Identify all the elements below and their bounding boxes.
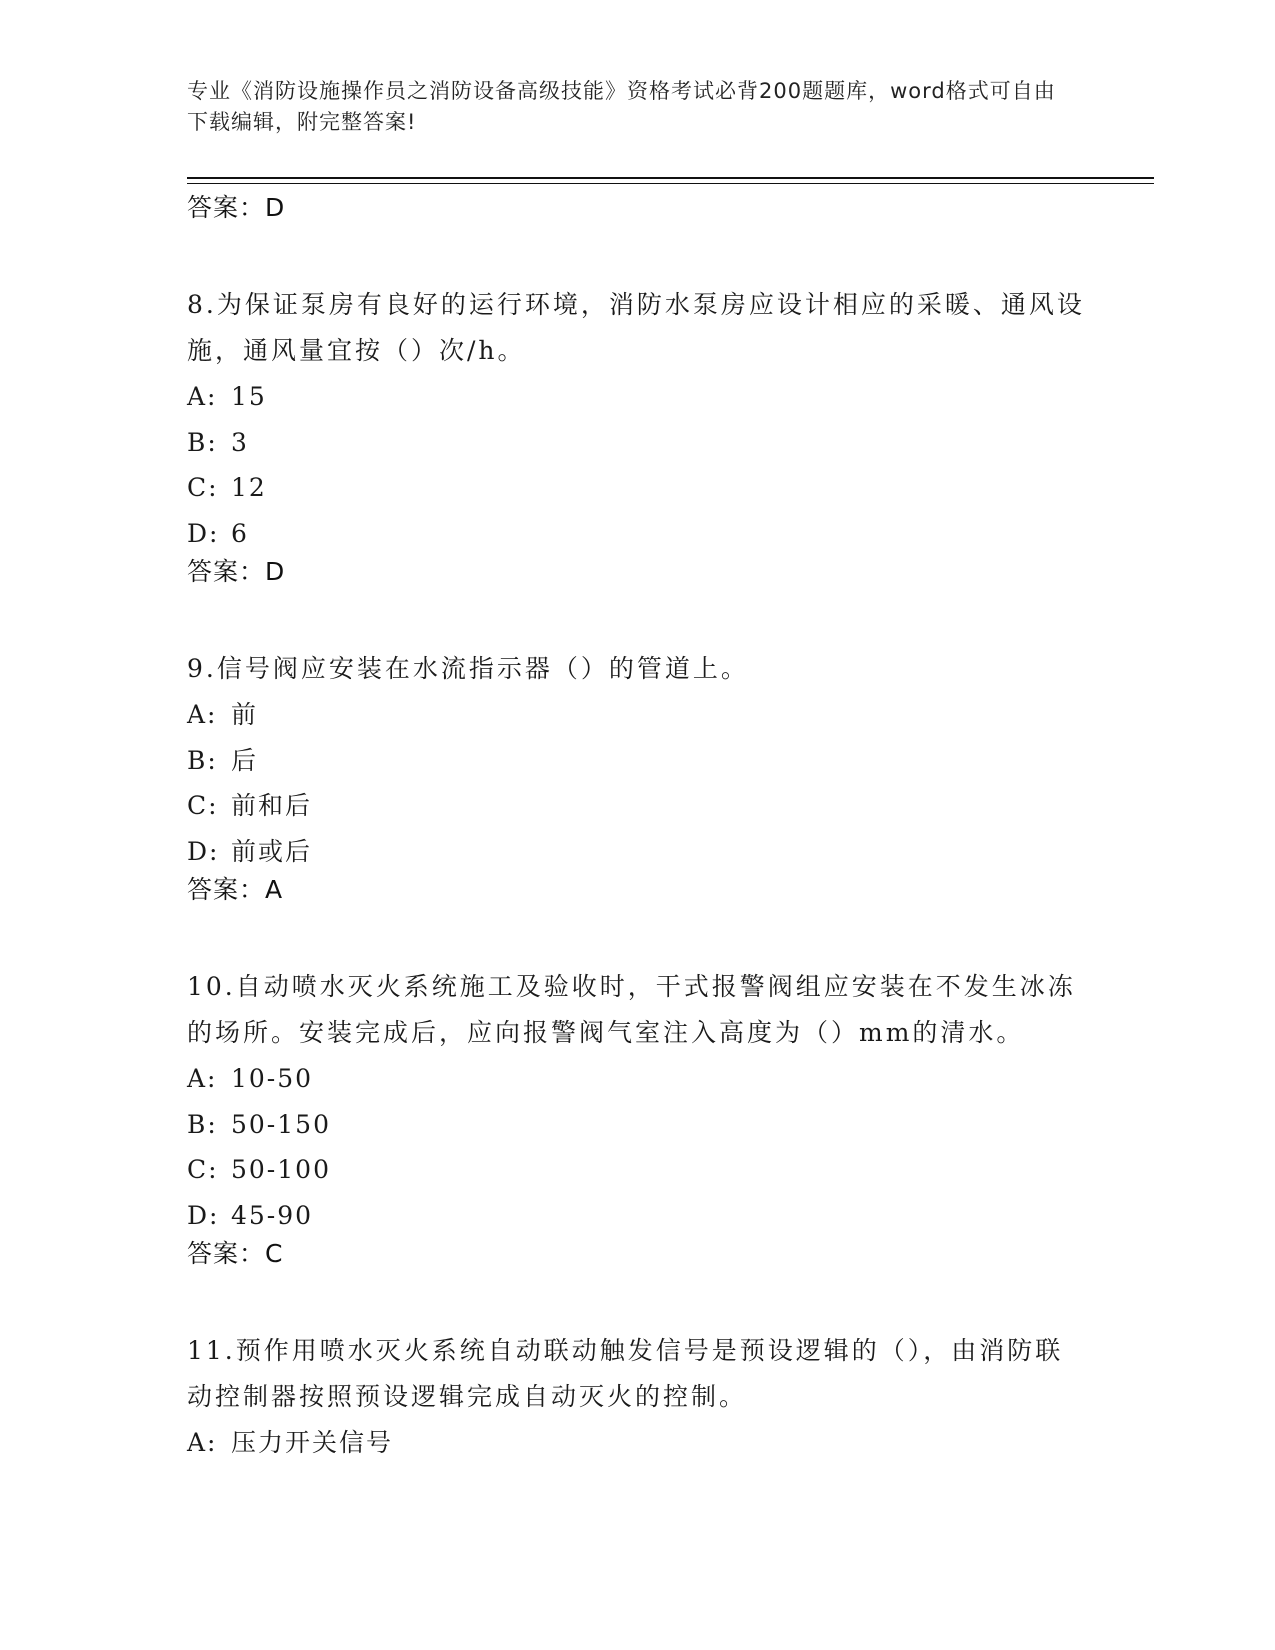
option-a (187, 692, 1087, 738)
option-text: 前和后 (231, 791, 313, 820)
answer-line (187, 192, 1087, 238)
option-text: 50-150 (231, 1109, 331, 1139)
option-text: 3 (231, 427, 249, 457)
option-text: 50-100 (231, 1155, 331, 1184)
option-key: A: (187, 700, 218, 729)
option-text: 45-90 (231, 1200, 314, 1230)
option-a (187, 1056, 1087, 1102)
spacer (187, 1284, 1087, 1328)
option-c (187, 465, 1087, 511)
spacer (187, 602, 1087, 646)
option-a (187, 374, 1087, 420)
question-item (187, 964, 1087, 1284)
answer-line (187, 874, 1087, 920)
option-key: C: (187, 1155, 219, 1184)
option-b (187, 738, 1087, 784)
option-text: 前或后 (231, 836, 313, 866)
spacer (187, 920, 1087, 964)
answer-line (187, 556, 1087, 602)
option-c (187, 783, 1087, 829)
answer-value: D (265, 193, 286, 222)
question-stem (187, 1328, 1087, 1420)
option-key: D: (187, 1200, 220, 1230)
question-item (187, 646, 1087, 920)
question-stem (187, 964, 1087, 1056)
option-key: C: (187, 791, 219, 820)
question-item (187, 282, 1087, 602)
document-header: 专业《消防设施操作员之消防设备高级技能》资格考试必背200题题库，word格式可自由下载编辑，附完整答案! (187, 79, 1056, 134)
option-b (187, 1102, 1087, 1148)
question-text: 信号阀应安装在水流指示器（）的管道上。 (216, 654, 749, 683)
question-list (187, 192, 1087, 1466)
header-rule-thin (187, 183, 1154, 184)
option-d (187, 511, 1087, 557)
option-key: C: (187, 473, 219, 502)
option-c (187, 1147, 1087, 1193)
answer-prefix: 答案： (187, 557, 266, 586)
option-key: A: (187, 1064, 218, 1093)
question-text: 自动喷水灭火系统施工及验收时，干式报警阀组应安装在不发生冰冻的场所。安装完成后，应向报警阀气室注入高度为（）mm的清水。 (187, 972, 1076, 1047)
question-item (187, 1328, 1087, 1466)
option-text: 12 (231, 473, 267, 502)
answer-prefix: 答案： (187, 1239, 266, 1268)
option-key: A: (187, 382, 218, 411)
question-text: 为保证泵房有良好的运行环境，消防水泵房应设计相应的采暖、通风设施，通风量宜按（）次/h。 (187, 290, 1085, 365)
option-text: 前 (231, 700, 259, 729)
option-key: D: (187, 518, 220, 548)
option-text: 10-50 (231, 1064, 314, 1093)
question-text: 预作用喷水灭火系统自动联动触发信号是预设逻辑的（），由消防联动控制器按照预设逻辑完成自动灭火的控制。 (187, 1336, 1064, 1411)
spacer (187, 238, 1087, 282)
answer-line (187, 1238, 1087, 1284)
option-text: 6 (231, 518, 249, 548)
question-number: 11. (187, 1336, 236, 1365)
option-key: B: (187, 745, 218, 775)
option-text: 15 (231, 382, 267, 411)
option-text: 压力开关信号 (231, 1428, 394, 1457)
option-key: D: (187, 836, 220, 866)
option-b (187, 420, 1087, 466)
question-stem (187, 646, 1087, 692)
option-d (187, 1193, 1087, 1239)
option-key: A: (187, 1428, 218, 1457)
option-key: B: (187, 1109, 218, 1139)
option-key: B: (187, 427, 218, 457)
question-number: 10. (187, 972, 236, 1001)
option-a (187, 1420, 1087, 1466)
answer-prefix: 答案： (187, 193, 266, 222)
answer-prefix: 答案： (187, 875, 266, 904)
option-text: 后 (231, 745, 259, 775)
question-number: 8. (187, 290, 217, 319)
question-number: 9. (187, 654, 217, 683)
answer-value: A (265, 875, 284, 904)
question-stem (187, 282, 1087, 374)
header-rule-thick (187, 177, 1154, 179)
answer-value: D (265, 557, 286, 586)
option-d (187, 829, 1087, 875)
answer-value: C (265, 1239, 284, 1268)
